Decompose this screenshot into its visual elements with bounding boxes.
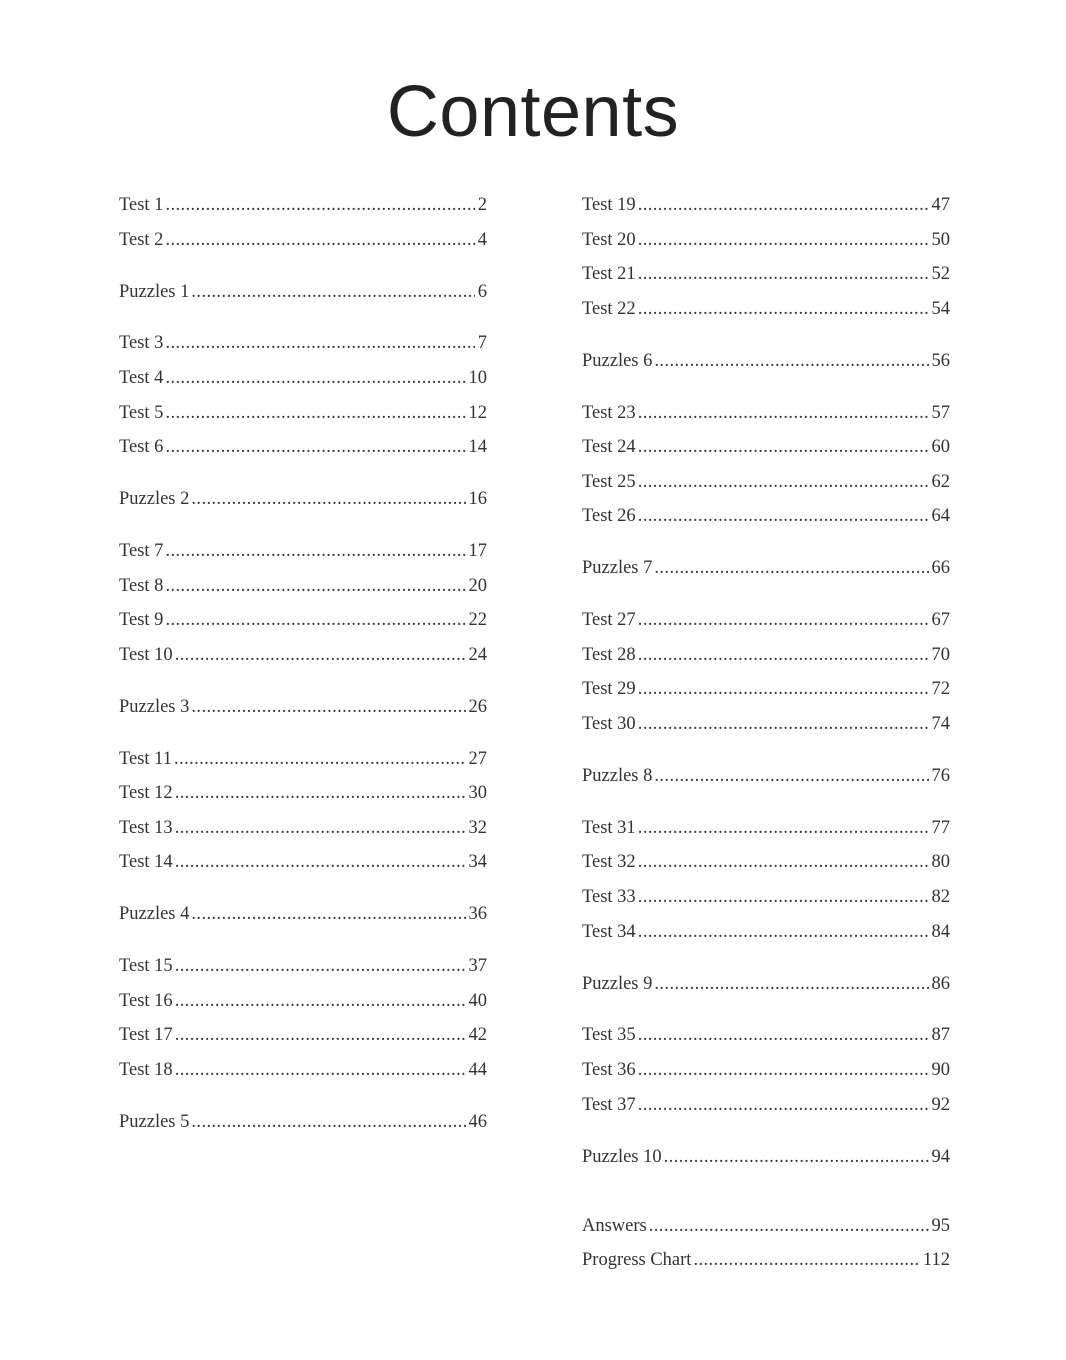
dot-leader — [638, 845, 929, 879]
toc-entry-page-number: 54 — [931, 299, 950, 319]
toc-entry-page-number: 12 — [468, 403, 487, 423]
dot-leader — [191, 1105, 465, 1139]
toc-entry-label: Test 16 — [119, 991, 173, 1011]
dot-leader — [693, 1243, 919, 1277]
dot-leader — [638, 1088, 929, 1122]
toc-entry — [582, 759, 950, 793]
toc-entry-label: Test 21 — [582, 264, 636, 284]
toc-entry — [119, 690, 487, 724]
dot-leader — [654, 759, 928, 793]
toc-entry-label: Test 26 — [582, 506, 636, 526]
toc-entry-label: Test 36 — [582, 1060, 636, 1080]
toc-entry — [119, 223, 487, 257]
dot-leader — [191, 897, 465, 931]
toc-entry-page-number: 64 — [931, 506, 950, 526]
toc-entry-page-number: 36 — [468, 904, 487, 924]
toc-entry — [582, 915, 950, 949]
toc-entry-page-number: 16 — [468, 489, 487, 509]
toc-entry — [582, 551, 950, 585]
toc-entry — [582, 1018, 950, 1052]
toc-entry-label: Test 11 — [119, 749, 172, 769]
toc-entry-page-number: 60 — [931, 437, 950, 457]
toc-entry-page-number: 7 — [477, 333, 487, 353]
toc-entry — [582, 672, 950, 706]
toc-entry-label: Test 10 — [119, 645, 173, 665]
toc-entry-label: Test 15 — [119, 956, 173, 976]
dot-leader — [175, 638, 466, 672]
toc-entry-label: Test 9 — [119, 610, 164, 630]
dot-leader — [191, 690, 465, 724]
toc-entry-label: Test 7 — [119, 541, 164, 561]
toc-entry-page-number: 42 — [468, 1025, 487, 1045]
toc-entry — [119, 1018, 487, 1052]
dot-leader — [638, 292, 929, 326]
dot-leader — [175, 845, 466, 879]
dot-leader — [165, 569, 465, 603]
dot-leader — [165, 603, 465, 637]
toc-entry-label: Progress Chart — [582, 1250, 692, 1270]
toc-entry — [582, 1243, 950, 1277]
dot-leader — [638, 915, 929, 949]
toc-entry-page-number: 86 — [931, 974, 950, 994]
toc-entry-page-number: 66 — [931, 558, 950, 578]
toc-entry-label: Test 6 — [119, 437, 164, 457]
dot-leader — [638, 396, 929, 430]
toc-entry-label: Test 8 — [119, 576, 164, 596]
toc-entry — [119, 949, 487, 983]
toc-entry-label: Test 5 — [119, 403, 164, 423]
toc-entry-label: Puzzles 4 — [119, 904, 190, 924]
toc-entry-label: Test 24 — [582, 437, 636, 457]
dot-leader — [191, 482, 465, 516]
toc-entry — [119, 811, 487, 845]
toc-entry-label: Test 28 — [582, 645, 636, 665]
toc-entry-page-number: 77 — [931, 818, 950, 838]
toc-entry — [582, 1140, 950, 1174]
toc-entry — [119, 430, 487, 464]
toc-entry-page-number: 44 — [468, 1060, 487, 1080]
toc-entry-label: Puzzles 8 — [582, 766, 653, 786]
toc-entry-label: Test 34 — [582, 922, 636, 942]
toc-entry-page-number: 6 — [477, 282, 487, 302]
toc-entry — [582, 292, 950, 326]
toc-entry-label: Test 13 — [119, 818, 173, 838]
toc-entry-label: Puzzles 10 — [582, 1147, 662, 1167]
toc-entry-page-number: 10 — [468, 368, 487, 388]
dot-leader — [638, 880, 929, 914]
toc-entry-label: Puzzles 2 — [119, 489, 190, 509]
toc-entry — [119, 984, 487, 1018]
toc-entry-label: Test 31 — [582, 818, 636, 838]
toc-entry-page-number: 24 — [468, 645, 487, 665]
toc-entry — [582, 638, 950, 672]
dot-leader — [191, 275, 474, 309]
dot-leader — [165, 326, 474, 360]
toc-entry — [582, 257, 950, 291]
dot-leader — [638, 223, 929, 257]
dot-leader — [638, 188, 929, 222]
toc-entry-label: Puzzles 9 — [582, 974, 653, 994]
toc-entry-label: Puzzles 1 — [119, 282, 190, 302]
toc-entry-page-number: 87 — [931, 1025, 950, 1045]
toc-entry — [582, 845, 950, 879]
dot-leader — [638, 707, 929, 741]
toc-entry — [119, 275, 487, 309]
toc-entry — [119, 897, 487, 931]
dot-leader — [664, 1140, 929, 1174]
toc-entry — [582, 603, 950, 637]
toc-entry-page-number: 74 — [931, 714, 950, 734]
toc-entry-page-number: 46 — [468, 1112, 487, 1132]
toc-entry-page-number: 37 — [468, 956, 487, 976]
dot-leader — [654, 551, 928, 585]
toc-entry — [582, 967, 950, 1001]
toc-entry — [119, 396, 487, 430]
dot-leader — [654, 344, 928, 378]
toc-entry-page-number: 30 — [468, 783, 487, 803]
toc-entry-page-number: 27 — [468, 749, 487, 769]
toc-entry-label: Test 35 — [582, 1025, 636, 1045]
toc-entry — [582, 344, 950, 378]
dot-leader — [174, 742, 466, 776]
toc-entry-label: Test 29 — [582, 679, 636, 699]
dot-leader — [638, 603, 929, 637]
toc-entry-label: Test 2 — [119, 230, 164, 250]
dot-leader — [638, 430, 929, 464]
toc-entry — [119, 326, 487, 360]
dot-leader — [175, 776, 466, 810]
toc-entry — [582, 396, 950, 430]
toc-entry — [582, 1088, 950, 1122]
toc-entry — [119, 776, 487, 810]
toc-entry-page-number: 94 — [931, 1147, 950, 1167]
toc-entry — [119, 1105, 487, 1139]
toc-entry — [119, 845, 487, 879]
dot-leader — [175, 811, 466, 845]
toc-entry — [582, 1209, 950, 1243]
dot-leader — [638, 672, 929, 706]
toc-entry-page-number: 67 — [931, 610, 950, 630]
toc-entry-label: Test 12 — [119, 783, 173, 803]
toc-entry — [119, 188, 487, 222]
toc-entry-page-number: 26 — [468, 697, 487, 717]
toc-entry-label: Test 14 — [119, 852, 173, 872]
toc-entry — [582, 499, 950, 533]
dot-leader — [165, 396, 465, 430]
dot-leader — [165, 430, 465, 464]
dot-leader — [175, 1053, 466, 1087]
dot-leader — [638, 1018, 929, 1052]
toc-entry-label: Test 27 — [582, 610, 636, 630]
dot-leader — [165, 534, 465, 568]
dot-leader — [638, 811, 929, 845]
toc-entry — [119, 638, 487, 672]
dot-leader — [638, 465, 929, 499]
toc-entry-label: Test 4 — [119, 368, 164, 388]
toc-entry-label: Test 30 — [582, 714, 636, 734]
toc-entry-label: Puzzles 7 — [582, 558, 653, 578]
toc-entry-page-number: 34 — [468, 852, 487, 872]
toc-entry-page-number: 92 — [931, 1095, 950, 1115]
toc-entry-page-number: 56 — [931, 351, 950, 371]
toc-entry-page-number: 80 — [931, 852, 950, 872]
dot-leader — [654, 967, 928, 1001]
dot-leader — [175, 984, 466, 1018]
dot-leader — [165, 223, 474, 257]
toc-entry-label: Test 18 — [119, 1060, 173, 1080]
toc-entry-page-number: 82 — [931, 887, 950, 907]
toc-entry — [582, 811, 950, 845]
toc-entry-label: Answers — [582, 1216, 647, 1236]
toc-entry-label: Test 23 — [582, 403, 636, 423]
toc-entry-page-number: 76 — [931, 766, 950, 786]
toc-entry-page-number: 14 — [468, 437, 487, 457]
toc-entry — [582, 465, 950, 499]
toc-entry-page-number: 17 — [468, 541, 487, 561]
toc-entry-page-number: 84 — [931, 922, 950, 942]
toc-entry — [582, 880, 950, 914]
toc-entry — [582, 430, 950, 464]
dot-leader — [165, 361, 465, 395]
page-title: Contents — [386, 72, 680, 152]
toc-entry-page-number: 57 — [931, 403, 950, 423]
toc-entry — [119, 361, 487, 395]
toc-entry-page-number: 22 — [468, 610, 487, 630]
toc-entry-page-number: 32 — [468, 818, 487, 838]
dot-leader — [638, 499, 929, 533]
toc-entry — [119, 1053, 487, 1087]
toc-entry-page-number: 50 — [931, 230, 950, 250]
dot-leader — [638, 638, 929, 672]
toc-entry-page-number: 47 — [931, 195, 950, 215]
toc-entry-page-number: 20 — [468, 576, 487, 596]
toc-entry-label: Test 37 — [582, 1095, 636, 1115]
toc-entry-label: Test 1 — [119, 195, 164, 215]
toc-entry-page-number: 90 — [931, 1060, 950, 1080]
toc-entry — [119, 742, 487, 776]
toc-entry — [582, 188, 950, 222]
dot-leader — [175, 949, 466, 983]
toc-entry-page-number: 70 — [931, 645, 950, 665]
toc-entry-label: Test 32 — [582, 852, 636, 872]
toc-entry-label: Test 22 — [582, 299, 636, 319]
toc-entry — [119, 603, 487, 637]
dot-leader — [649, 1209, 929, 1243]
toc-entry-label: Puzzles 3 — [119, 697, 190, 717]
toc-entry — [119, 482, 487, 516]
dot-leader — [165, 188, 474, 222]
toc-entry-page-number: 62 — [931, 472, 950, 492]
dot-leader — [175, 1018, 466, 1052]
toc-entry-label: Test 3 — [119, 333, 164, 353]
toc-entry-page-number: 112 — [922, 1250, 950, 1270]
toc-entry — [582, 223, 950, 257]
toc-entry — [119, 569, 487, 603]
dot-leader — [638, 257, 929, 291]
toc-entry-page-number: 95 — [931, 1216, 950, 1236]
toc-entry-page-number: 4 — [477, 230, 487, 250]
toc-entry-page-number: 40 — [468, 991, 487, 1011]
toc-entry-label: Puzzles 5 — [119, 1112, 190, 1132]
toc-entry-label: Test 20 — [582, 230, 636, 250]
toc-entry — [119, 534, 487, 568]
toc-entry-label: Test 25 — [582, 472, 636, 492]
toc-entry — [582, 707, 950, 741]
toc-entry-label: Test 33 — [582, 887, 636, 907]
toc-entry-page-number: 2 — [477, 195, 487, 215]
dot-leader — [638, 1053, 929, 1087]
toc-entry-label: Test 19 — [582, 195, 636, 215]
toc-entry — [582, 1053, 950, 1087]
toc-entry-label: Puzzles 6 — [582, 351, 653, 371]
toc-entry-page-number: 72 — [931, 679, 950, 699]
toc-entry-page-number: 52 — [931, 264, 950, 284]
toc-entry-label: Test 17 — [119, 1025, 173, 1045]
